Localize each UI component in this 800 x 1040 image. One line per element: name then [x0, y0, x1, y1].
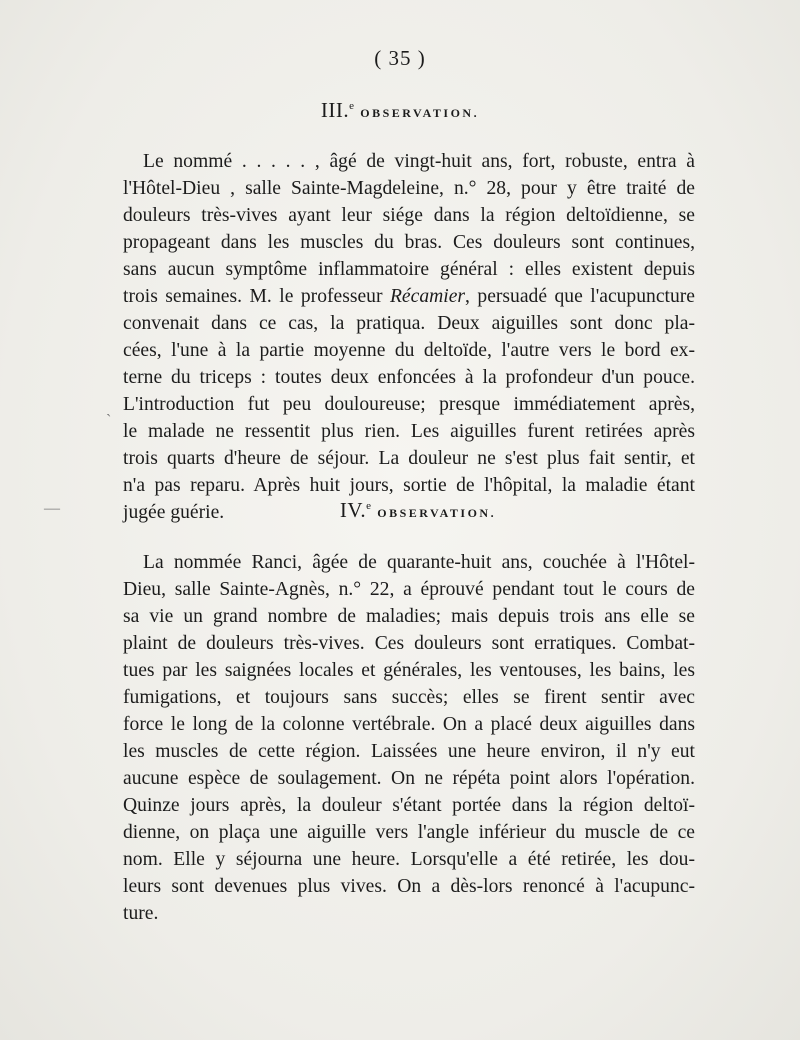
- text-line: n'a pas reparu. Après huit jours, sortie de l'hôpital, la maladie étant: [123, 475, 695, 496]
- heading-superscript: e: [366, 500, 372, 512]
- section-heading-iii: [0, 98, 800, 123]
- text-line: le malade ne ressentit plus rien. Les aiguilles furent retirées après: [123, 421, 695, 442]
- text-line: cées, l'une à la partie moyenne du deltoïde, l'autre vers le bord ex-: [123, 340, 695, 361]
- text-line: nom. Elle y séjourna une heure. Lorsqu'elle a été retirée, les dou-: [123, 849, 695, 870]
- text-line: Le nommé . . . . . , âgé de vingt-huit ans, fort, robuste, entra à: [143, 151, 695, 172]
- margin-dash: —: [44, 500, 60, 517]
- text-line: ture.: [123, 903, 159, 924]
- text-line: Quinze jours après, la douleur s'étant portée dans la région deltoï-: [123, 795, 695, 816]
- text-line: plaint de douleurs très-vives. Ces douleurs sont erratiques. Combat-: [123, 633, 695, 654]
- margin-mark: ˏ: [106, 400, 112, 417]
- text-line: l'Hôtel-Dieu , salle Sainte-Magdeleine, n.° 28, pour y être traité de: [123, 178, 695, 199]
- text-line: les muscles de cette région. Laissées une heure environ, il n'y eut: [123, 741, 695, 762]
- text-line: douleurs très-vives ayant leur siége dans la région deltoïdienne, se: [123, 205, 695, 226]
- text-line: leurs sont devenues plus vives. On a dès-lors renoncé à l'acupunc-: [123, 876, 695, 897]
- heading-numeral: IV.: [339, 498, 367, 522]
- text-line: La nommée Ranci, âgée de quarante-huit ans, couchée à l'Hôtel-: [143, 552, 695, 573]
- text-line: terne du triceps : toutes deux enfoncées à la profondeur d'un pouce.: [123, 367, 695, 388]
- text-line: dienne, on plaça une aiguille vers l'angle inférieur du muscle de ce: [123, 822, 695, 843]
- page-number: ( 35 ): [374, 46, 426, 70]
- heading-title: OBSERVATION.: [360, 106, 480, 120]
- text-line: sa vie un grand nombre de maladies; mais depuis trois ans elle se: [123, 606, 695, 627]
- text-line: convenait dans ce cas, la pratiqua. Deux aiguilles sont donc pla-: [123, 313, 695, 334]
- paragraph-observation-iii: [123, 148, 695, 526]
- section-heading-iv: [18, 498, 800, 523]
- text-line-end: , persuadé que l'acupuncture: [465, 286, 695, 307]
- heading-title: OBSERVATION.: [377, 506, 497, 520]
- text-line: fumigations, et toujours sans succès; elles se firent sentir avec: [123, 687, 695, 708]
- heading-superscript: e: [349, 100, 355, 112]
- text-line: aucune espèce de soulagement. On ne répéta point alors l'opération.: [123, 768, 695, 789]
- text-line: L'introduction fut peu douloureuse; presque immédiatement après,: [123, 394, 695, 415]
- text-line: tues par les saignées locales et générales, les ventouses, les bains, les: [123, 660, 695, 681]
- text-line: force le long de la colonne vertébrale. On a placé deux aiguilles dans: [123, 714, 695, 735]
- text-line: propageant dans les muscles du bras. Ces douleurs sont continues,: [123, 232, 695, 253]
- paragraph-observation-iv: [123, 549, 695, 927]
- heading-numeral: III.: [320, 98, 350, 122]
- text-line: Dieu, salle Sainte-Agnès, n.° 22, a éprouvé pendant tout le cours de: [123, 579, 695, 600]
- text-line: trois quarts d'heure de séjour. La douleur ne s'est plus fait sentir, et: [123, 448, 695, 469]
- italic-name: Récamier: [389, 286, 466, 307]
- text-line-start: trois semaines. M. le professeur: [123, 286, 383, 307]
- text-line: jugée guérie.: [123, 502, 225, 523]
- text-line: [123, 283, 695, 310]
- text-line: sans aucun symptôme inflammatoire général : elles existent depuis: [123, 259, 695, 280]
